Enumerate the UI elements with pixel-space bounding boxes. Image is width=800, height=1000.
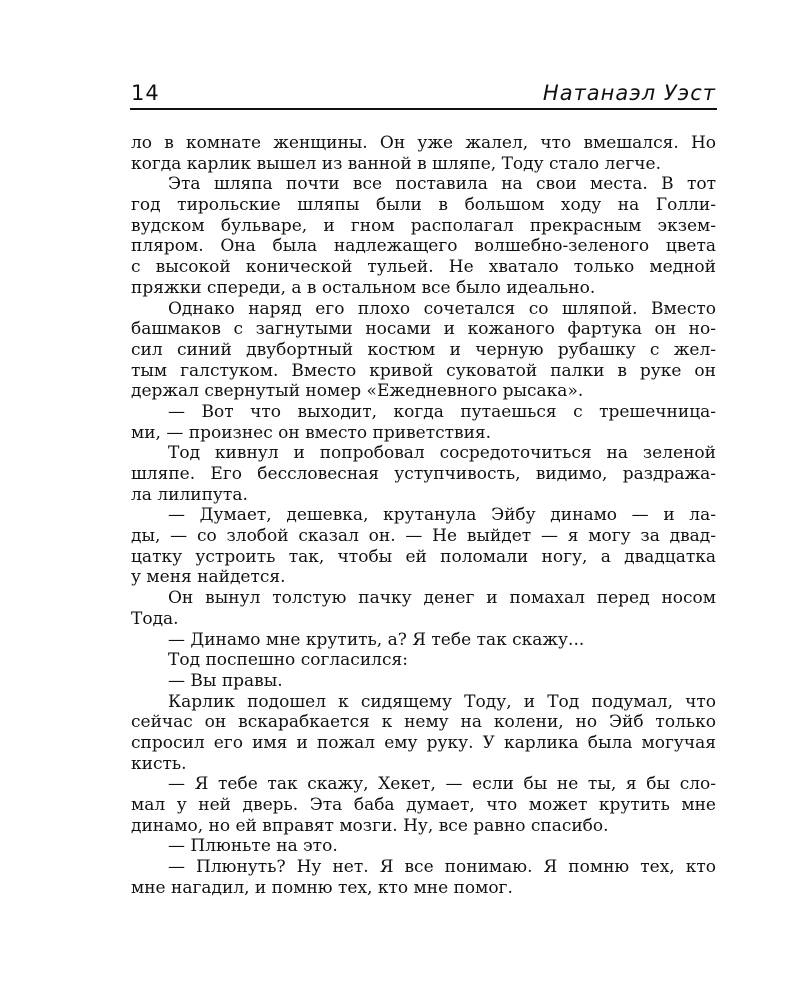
- text-line: ло в комнате женщины. Он уже жалел, что вмешался. Но: [131, 133, 716, 153]
- running-head: [131, 80, 716, 108]
- text-line: ми, — произнес он вместо приветствия.: [131, 422, 492, 443]
- text-line: год тирольские шляпы были в большом ходу на Голли-: [131, 195, 716, 216]
- text-line: Эта шляпа почти все поставила на свои места. В тот: [168, 174, 716, 195]
- text-line: мал у ней дверь. Эта баба думает, что может крутить мне: [131, 795, 716, 815]
- text-line: держал свернутый номер «Ежедневного рысака».: [131, 381, 584, 402]
- text-line: — Динамо мне крутить, а? Я тебе так скажу...: [168, 629, 585, 650]
- text-line: спросил его имя и пожал ему руку. У карлика была могучая: [131, 732, 716, 753]
- text-line: мне нагадил, и помню тех, кто мне помог.: [131, 877, 513, 898]
- text-line: когда карлик вышел из ванной в шляпе, Тоду стало легче.: [131, 153, 662, 174]
- text-line: у меня найдется.: [131, 567, 286, 588]
- text-line: Тод поспешно согласился:: [168, 650, 408, 671]
- text-line: — Я тебе так скажу, Хекет, — если бы не ты, я бы сло-: [168, 774, 716, 795]
- text-line: Он вынул толстую пачку денег и помахал перед носом: [168, 588, 716, 609]
- text-line: башмаков с загнутыми носами и кожаного фартука он но-: [131, 319, 716, 340]
- text-line: — Думает, дешевка, крутанула Эйбу динамо — и ла-: [168, 505, 716, 526]
- body-text: [131, 133, 716, 898]
- text-line: кисть.: [131, 753, 187, 774]
- page-number: 14: [131, 81, 160, 105]
- text-line: пляром. Она была надлежащего волшебно-зеленого цвета: [131, 236, 716, 257]
- header-rule: [130, 108, 717, 110]
- text-line: — Плюнуть? Ну нет. Я все понимаю. Я помню тех, кто: [168, 857, 716, 878]
- text-line: — Плюньте на это.: [168, 836, 338, 857]
- text-line: пряжки спереди, а в остальном все было идеально.: [131, 277, 596, 298]
- text-line: Тода.: [131, 608, 179, 629]
- text-line: — Вот что выходит, когда путаешься с трешечница-: [168, 401, 716, 422]
- text-line: ла лилипута.: [131, 484, 248, 505]
- text-line: сил синий двубортный костюм и черную рубашку с жел-: [131, 339, 716, 360]
- text-line: тым галстуком. Вместо кривой суковатой палки в руке он: [131, 360, 716, 381]
- text-line: Карлик подошел к сидящему Тоду, и Тод подумал, что: [168, 691, 716, 712]
- running-title-author: Натанаэл Уэст: [542, 81, 716, 105]
- text-line: Однако наряд его плохо сочетался со шляпой. Вместо: [168, 298, 716, 319]
- text-line: вудском бульваре, и гном располагал прекрасным экзем-: [131, 215, 716, 236]
- text-line: Тод кивнул и попробовал сосредоточиться на зеленой: [168, 443, 716, 464]
- text-line: цатку устроить так, чтобы ей поломали ногу, а двадцатка: [131, 546, 716, 567]
- text-line: динамо, но ей вправят мозги. Ну, все равно спасибо.: [131, 815, 609, 836]
- text-line: шляпе. Его бессловесная уступчивость, видимо, раздража-: [131, 464, 716, 484]
- text-line: с высокой конической тульей. Не хватало только медной: [131, 257, 716, 278]
- text-line: — Вы правы.: [168, 670, 283, 691]
- text-line: сейчас он вскарабкается к нему на колени, но Эйб только: [131, 712, 716, 733]
- text-line: ды, — со злобой сказал он. — Не выйдет — я могу за двад-: [131, 526, 716, 547]
